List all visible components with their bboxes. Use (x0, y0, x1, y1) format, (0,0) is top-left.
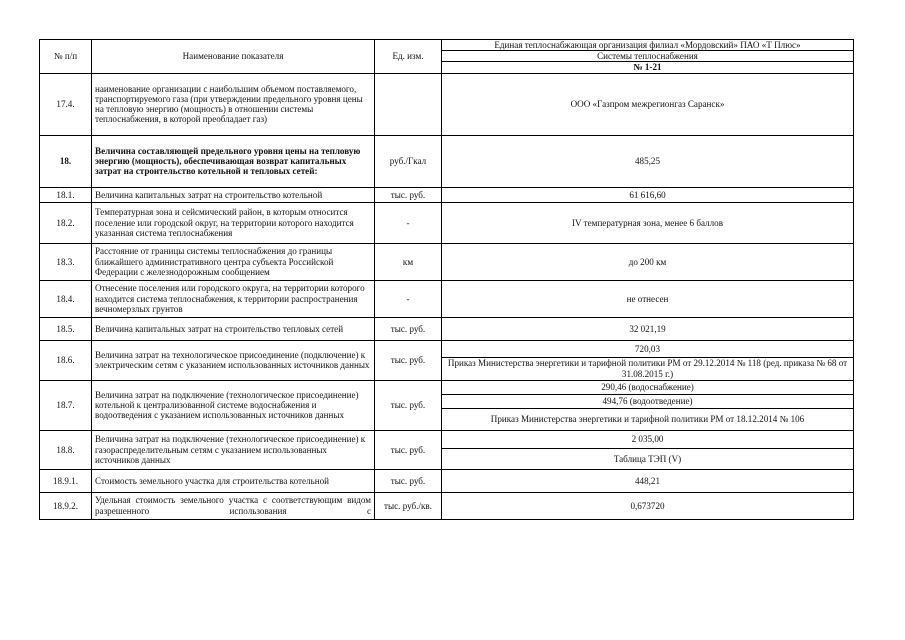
row-value: IV температурная зона, менее 6 баллов (442, 202, 854, 243)
row-source: Приказ Министерства энергетики и тарифной политики РМ от 29.12.2014 № 118 (ред. приказа № 68 от 31.08.2015 г.) (442, 357, 854, 380)
row-num: 18.3. (40, 243, 92, 280)
row-value: 0,673720 (442, 492, 854, 519)
row-value: не отнесен (442, 280, 854, 317)
row-num: 18.5. (40, 317, 92, 340)
row-name: Величина затрат на подключение (технологическое присоединение) котельной к централизованной системе водоснабжения и водоотведения с указанием использованных источников данных (92, 380, 375, 430)
row-source: Приказ Министерства энергетики и тарифной политики РМ от 18.12.2014 № 106 (442, 408, 854, 430)
row-unit: - (375, 202, 442, 243)
row-value: 61 616,60 (442, 187, 854, 202)
indicator-table (39, 39, 854, 520)
row-unit: тыс. руб./кв. (375, 492, 442, 519)
row-name: Удельная стоимость земельного участка с соответствующим видом разрешенного использования с (92, 492, 375, 519)
row-value: до 200 км (442, 243, 854, 280)
table-row (40, 340, 854, 357)
header-systems: Системы теплоснабжения (442, 51, 854, 62)
row-name: Величина затрат на подключение (технологическое присоединение) к газораспределительным сетям с указанием использованных источников данных (92, 430, 375, 469)
row-value: 720,03 (442, 340, 854, 357)
row-unit: тыс. руб. (375, 380, 442, 430)
row-num: 18.4. (40, 280, 92, 317)
row-name: Величина составляющей предельного уровня цены на тепловую энергию (мощность), обеспечивающая возврат капитальных затрат на строительство котельной и тепловых сетей: (92, 135, 375, 187)
row-unit: тыс. руб. (375, 430, 442, 469)
row-num: 18. (40, 135, 92, 187)
row-name: Величина капитальных затрат на строительство котельной (92, 187, 375, 202)
row-num: 17.4. (40, 73, 92, 135)
row-name: Температурная зона и сейсмический район, в которым относится поселение или городской округ, на территории которого находится указанная система теплоснабжения (92, 202, 375, 243)
row-name: Величина капитальных затрат на строительство тепловых сетей (92, 317, 375, 340)
row-value: 448,21 (442, 469, 854, 492)
table-row (40, 280, 854, 317)
row-source: Таблица ТЭП (V) (442, 448, 854, 469)
row-num: 18.6. (40, 340, 92, 380)
row-value: 494,76 (водоотведение) (442, 394, 854, 408)
row-num: 18.7. (40, 380, 92, 430)
row-name: Стоимость земельного участка для строительства котельной (92, 469, 375, 492)
table-row (40, 243, 854, 280)
header-unit: Ед. изм. (375, 40, 442, 74)
row-value: 2 035,00 (442, 430, 854, 448)
table-row (40, 135, 854, 187)
row-name: наименование организации с наибольшим объемом поставляемого, транспортируемого газа (при утверждении предельного уровня цены на тепловую энергию (мощность) в отношении системы теплоснабжения, в которой преобладает газ) (92, 73, 375, 135)
row-unit: - (375, 280, 442, 317)
table-row (40, 317, 854, 340)
table-row (40, 469, 854, 492)
table-row (40, 430, 854, 448)
table-row (40, 492, 854, 519)
row-num: 18.1. (40, 187, 92, 202)
table-row (40, 380, 854, 394)
row-value: 485,25 (442, 135, 854, 187)
header-systems-no: № 1-21 (442, 62, 854, 73)
table-row (40, 73, 854, 135)
row-value: 290,46 (водоснабжение) (442, 380, 854, 394)
row-unit: руб./Гкал (375, 135, 442, 187)
row-name: Расстояние от границы системы теплоснабжения до границы ближайшего административного центра субъекта Российской Федерации с железнодорожным сообщением (92, 243, 375, 280)
table-row (40, 202, 854, 243)
row-unit: км (375, 243, 442, 280)
row-num: 18.9.2. (40, 492, 92, 519)
header-num: № п/п (40, 40, 92, 74)
row-name: Величина затрат на технологическое присоединение (подключение) к электрическим сетям с указанием использованных источников данных (92, 340, 375, 380)
row-num: 18.8. (40, 430, 92, 469)
row-name: Отнесение поселения или городского округа, на территории которого находится система теплоснабжения, к территории распространения вечномерзлых грунтов (92, 280, 375, 317)
table-row (40, 187, 854, 202)
row-unit: тыс. руб. (375, 340, 442, 380)
row-value: ООО «Газпром межрегионгаз Саранск» (442, 73, 854, 135)
row-value: 32 021,19 (442, 317, 854, 340)
row-num: 18.2. (40, 202, 92, 243)
header-org: Единая теплоснабжающая организация филиал «Мордовский» ПАО «Т Плюс» (442, 40, 854, 51)
row-num: 18.9.1. (40, 469, 92, 492)
row-unit (375, 73, 442, 135)
row-unit: тыс. руб. (375, 317, 442, 340)
row-unit: тыс. руб. (375, 187, 442, 202)
row-unit: тыс. руб. (375, 469, 442, 492)
header-name: Наименование показателя (92, 40, 375, 74)
